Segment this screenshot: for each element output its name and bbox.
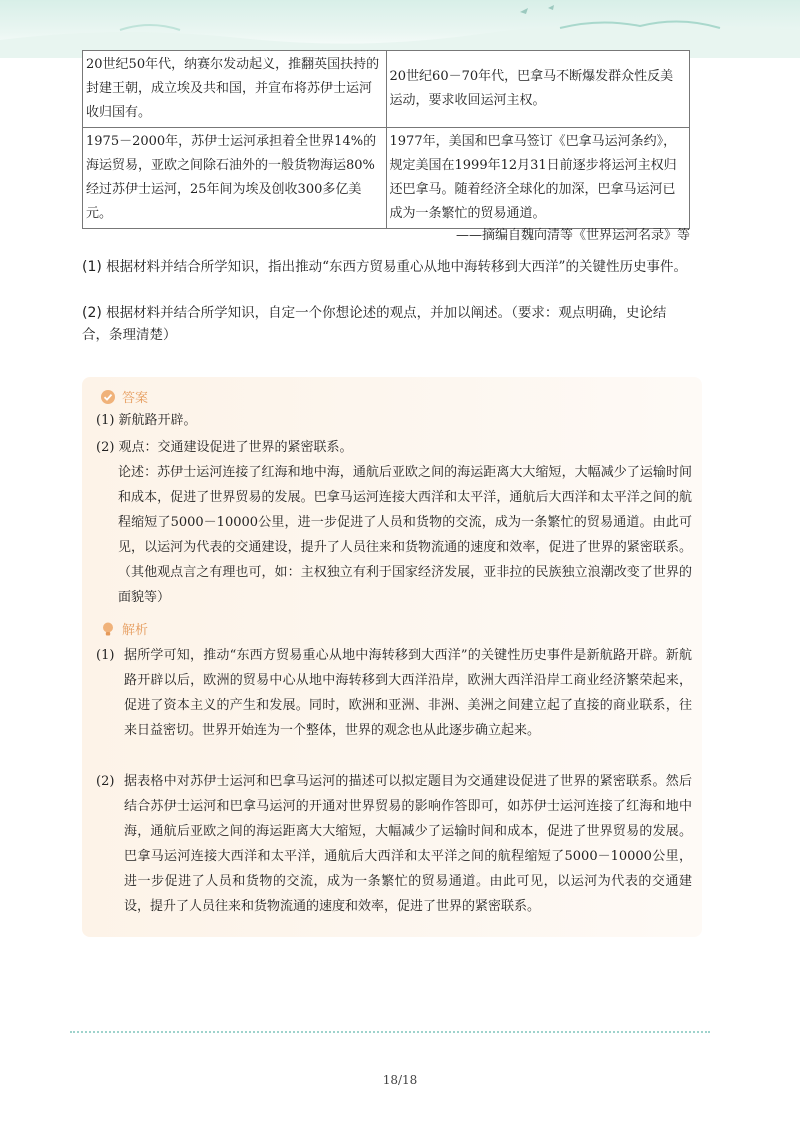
check-circle-icon <box>100 389 116 405</box>
analysis-1-text: 据所学可知，推动“东西方贸易重心从地中海转移到大西洋”的关键性历史事件是新航路开辟。新航路开辟以后，欧洲的贸易中心从地中海转移到大西洋沿岸，欧洲大西洋沿岸工商业经济繁荣起来，促进了资本主义的产生和发展。同时，欧洲和亚洲、非洲、美洲之间建立起了直接的商业联系，往来日益密切。世界开始连为一个整体，世界的观念也从此逐步确立起来。 <box>124 648 692 738</box>
question-text: 根据材料并结合所学知识，自定一个你想论述的观点，并加以阐述。（要求：观点明确，史论结合，条理清楚） <box>82 305 667 343</box>
lightbulb-icon <box>100 621 116 637</box>
question-1 <box>82 256 692 278</box>
analysis-2-number: (2) <box>96 774 115 789</box>
answer-1: (1) 新航路开辟。 <box>96 413 197 428</box>
question-text: 根据材料并结合所学知识，指出推动“东西方贸易重心从地中海转移到大西洋”的关键性历史事件。 <box>106 259 687 275</box>
answer-label: 答案 <box>122 391 149 406</box>
page-number: 18/18 <box>382 1073 418 1087</box>
footer-divider <box>70 1031 710 1033</box>
table-cell: 1977年，美国和巴拿马签订《巴拿马运河条约》，规定美国在1999年12月31日前逐步将运河主权归还巴拿马。随着经济全球化的加深，巴拿马运河已成为一条繁忙的贸易通道。 <box>386 128 690 229</box>
question-number: (1) <box>82 259 102 275</box>
answer-panel <box>82 377 702 937</box>
table-cell: 20世纪50年代，纳赛尔发动起义，推翻英国扶持的封建王朝，成立埃及共和国，并宣布将苏伊士运河收归国有。 <box>83 51 387 128</box>
analysis-tag <box>100 619 148 638</box>
answer-tag <box>100 387 148 406</box>
analysis-1-number: (1) <box>96 648 115 663</box>
question-2 <box>82 302 692 346</box>
source-citation: ——摘编自魏向清等《世界运河名录》等 <box>455 228 690 243</box>
table-row <box>83 51 690 128</box>
question-number: (2) <box>82 305 102 321</box>
analysis-2-text: 据表格中对苏伊士运河和巴拿马运河的描述可以拟定题目为交通建设促进了世界的紧密联系。然后结合苏伊士运河和巴拿马运河的开通对世界贸易的影响作答即可，如苏伊士运河连接了红海和地中海，通航后亚欧之间的海运距离大大缩短，大幅减少了运输时间和成本，促进了世界贸易的发展。巴拿马运河连接大西洋和太平洋，通航后大西洋和太平洋之间的航程缩短了5000－10000公里，进一步促进了人员和货物的交流，成为一条繁忙的贸易通道。由此可见，以运河为代表的交通建设，提升了人员往来和货物流通的速度和效率，促进了世界的紧密联系。 <box>124 774 692 914</box>
answer-2-viewpoint: (2) 观点：交通建设促进了世界的紧密联系。 <box>96 440 353 455</box>
analysis-label: 解析 <box>122 623 149 638</box>
table-row <box>83 128 690 229</box>
table-cell: 20世纪60－70年代，巴拿马不断爆发群众性反美运动，要求收回运河主权。 <box>386 51 690 128</box>
material-table <box>82 50 690 229</box>
answer-2-argument: 论述：苏伊士运河连接了红海和地中海，通航后亚欧之间的海运距离大大缩短，大幅减少了运输时间和成本，促进了世界贸易的发展。巴拿马运河连接大西洋和太平洋，通航后大西洋和太平洋之间的航程缩短了5000－10000公里，进一步促进了人员和货物的交流，成为一条繁忙的贸易通道。由此可见，以运河为代表的交通建设，提升了人员往来和货物流通的速度和效率，促进了世界的紧密联系。（其他观点言之有理也可，如：主权独立有利于国家经济发展，亚非拉的民族独立浪潮改变了世界的面貌等） <box>118 465 692 605</box>
table-cell: 1975－2000年，苏伊士运河承担着全世界14%的海运贸易，亚欧之间除石油外的一般货物海运80%经过苏伊士运河，25年间为埃及创收300多亿美元。 <box>83 128 387 229</box>
